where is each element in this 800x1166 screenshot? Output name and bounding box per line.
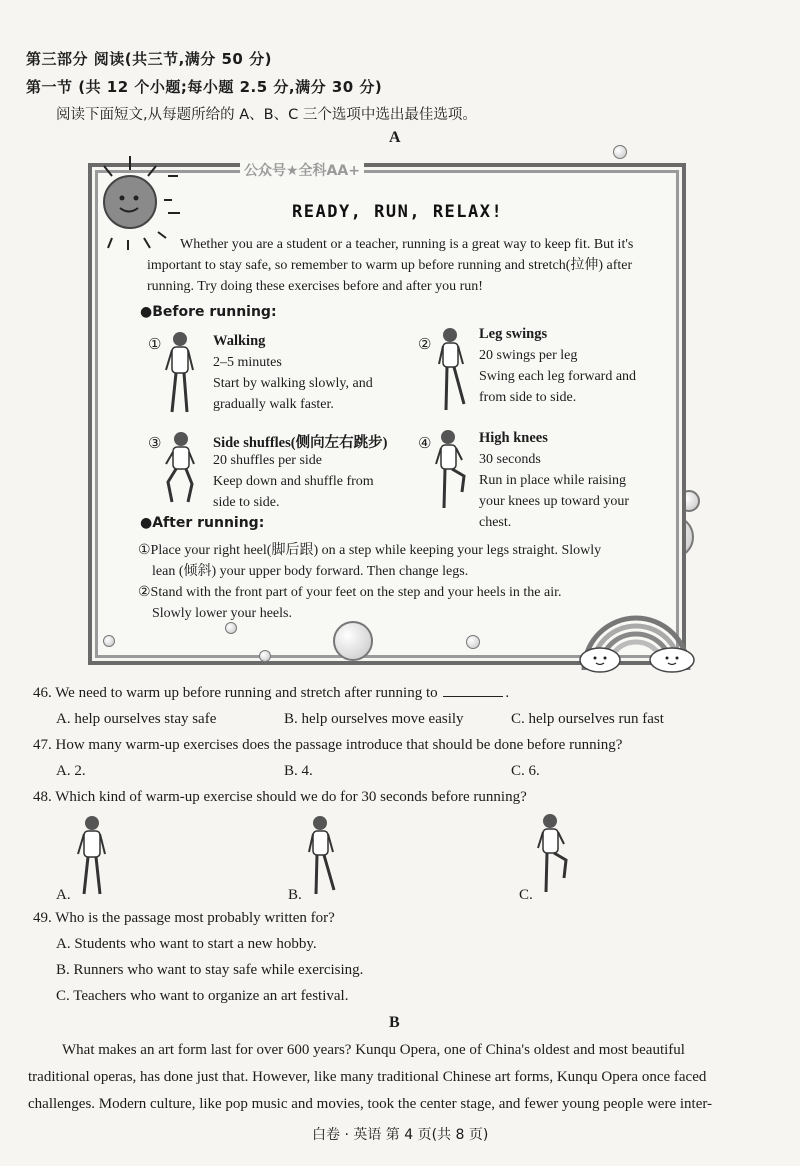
exercise-line: 30 seconds xyxy=(479,452,541,467)
question-47-stem: 47. How many warm-up exercises does the passage introduce that should be done before running? xyxy=(33,737,623,753)
bubble-decoration xyxy=(225,622,237,634)
bubble-decoration xyxy=(259,650,271,662)
question-46-text: 46. We need to warm up before running and stretch after running to xyxy=(33,685,438,701)
passage-b-line: What makes an art form last for over 600 years? Kunqu Opera, one of China's oldest and most beautiful xyxy=(62,1042,685,1058)
intro-line: important to stay safe, so remember to warm up before running and stretch(拉伸) after xyxy=(147,258,633,273)
exercise-number: ① xyxy=(148,337,162,353)
bubble-decoration xyxy=(103,635,115,647)
exercise-line: 20 shuffles per side xyxy=(213,453,322,468)
sun-ray xyxy=(168,175,178,177)
after-line: ②Stand with the front part of your feet on the step and your heels in the air. xyxy=(138,585,562,600)
option-c[interactable]: C. xyxy=(519,887,533,903)
option-c[interactable]: C. help ourselves run fast xyxy=(511,711,664,727)
passage-a-letter: A xyxy=(389,129,401,146)
exercise-title: Walking xyxy=(213,333,266,349)
exercise-line: 20 swings per leg xyxy=(479,348,578,363)
before-heading: ●Before running: xyxy=(140,304,277,320)
bubble-decoration xyxy=(466,635,480,649)
intro-line: running. Try doing these exercises before and after you run! xyxy=(147,279,483,294)
answer-blank xyxy=(443,695,503,697)
option-b[interactable]: B. help ourselves move easily xyxy=(284,711,464,727)
exercise-title: High knees xyxy=(479,430,548,446)
passage-b-line: challenges. Modern culture, like pop music and movies, took the center stage, and fewer young people were inter- xyxy=(28,1096,713,1112)
exercise-title: Side shuffles(侧向左右跳步) xyxy=(213,435,388,451)
exercise-title: Leg swings xyxy=(479,326,548,342)
walking-figure-icon xyxy=(72,814,112,900)
rainbow-icon xyxy=(574,600,700,678)
exercise-line: Start by walking slowly, and xyxy=(213,376,373,391)
after-heading: ●After running: xyxy=(140,515,265,531)
option-c[interactable]: C. Teachers who want to organize an art festival. xyxy=(56,988,349,1004)
bubble-decoration xyxy=(333,621,373,661)
exercise-line: Swing each leg forward and xyxy=(479,369,637,384)
exercise-number: ③ xyxy=(148,436,162,452)
exercise-number: ④ xyxy=(418,436,432,452)
page-footer: 白卷 · 英语 第 4 页(共 8 页) xyxy=(312,1127,489,1143)
exercise-line: chest. xyxy=(479,515,512,530)
exercise-line: 2–5 minutes xyxy=(213,355,282,370)
high-knees-figure-icon xyxy=(534,812,574,898)
section-title: 第一节 (共 12 个小题;每小题 2.5 分,满分 30 分) xyxy=(26,78,383,96)
sun-icon xyxy=(92,152,172,252)
exercise-line: your knees up toward your xyxy=(479,494,630,509)
card-title: READY, RUN, RELAX! xyxy=(292,202,504,222)
passage-b-letter: B xyxy=(389,1014,400,1031)
option-b[interactable]: B. Runners who want to stay safe while exercising. xyxy=(56,962,364,978)
part-title: 第三部分 阅读(共三节,满分 50 分) xyxy=(26,50,272,68)
after-line: ①Place your right heel(脚后跟) on a step while keeping your legs straight. Slowly xyxy=(138,543,602,558)
walking-figure-icon xyxy=(160,330,200,418)
option-b[interactable]: B. xyxy=(288,887,302,903)
high-knees-figure-icon xyxy=(432,428,472,512)
option-a[interactable]: A. Students who want to start a new hobby. xyxy=(56,936,317,952)
side-shuffle-figure-icon xyxy=(160,430,200,508)
passage-b-line: traditional operas, has done just that. However, like many traditional Chinese art forms, Kunqu Opera once faced xyxy=(28,1069,707,1085)
option-b[interactable]: B. 4. xyxy=(284,763,313,779)
question-48-stem: 48. Which kind of warm-up exercise should we do for 30 seconds before running? xyxy=(33,789,527,805)
sun-ray xyxy=(168,212,180,214)
exercise-line: Run in place while raising xyxy=(479,473,626,488)
option-a[interactable]: A. 2. xyxy=(56,763,86,779)
exercise-line: side to side. xyxy=(213,495,280,510)
bubble-decoration xyxy=(613,145,627,159)
after-line: lean (倾斜) your upper body forward. Then change legs. xyxy=(152,564,469,579)
after-line: Slowly lower your heels. xyxy=(152,606,292,621)
option-a[interactable]: A. help ourselves stay safe xyxy=(56,711,217,727)
exercise-line: from side to side. xyxy=(479,390,577,405)
question-46-stem: 46. We need to warm up before running and stretch after running to . xyxy=(33,685,510,701)
option-a[interactable]: A. xyxy=(56,887,71,903)
question-49-stem: 49. Who is the passage most probably written for? xyxy=(33,910,335,926)
intro-line: Whether you are a student or a teacher, running is a great way to keep fit. But it's xyxy=(180,237,634,252)
exercise-number: ② xyxy=(418,337,432,353)
option-c[interactable]: C. 6. xyxy=(511,763,540,779)
exercise-line: Keep down and shuffle from xyxy=(213,474,374,489)
watermark: 公众号★全科AA+ xyxy=(240,160,364,180)
leg-swing-figure-icon xyxy=(432,326,472,416)
leg-swing-figure-icon xyxy=(302,814,342,900)
exercise-line: gradually walk faster. xyxy=(213,397,334,412)
instruction: 阅读下面短文,从每题所给的 A、B、C 三个选项中选出最佳选项。 xyxy=(56,107,477,123)
